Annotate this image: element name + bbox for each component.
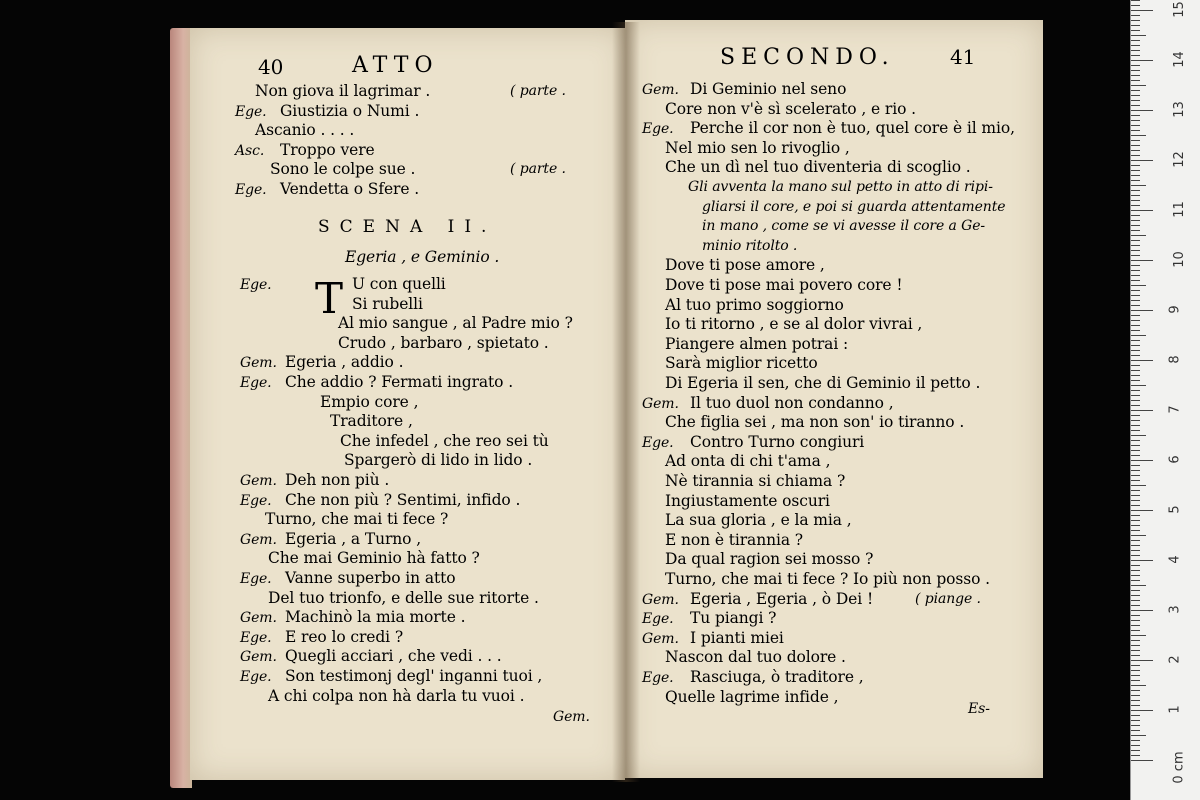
speaker-label: Ege. [240,277,272,293]
verse-line: Non giova il lagrimar . [255,82,431,100]
book-page-edges [170,28,192,788]
stage-direction: gliarsi il core, e poi si guarda attentamente [702,198,1006,215]
ruler-tick [1131,35,1146,36]
ruler-tick [1131,205,1140,206]
ruler-number: 5 [1167,505,1183,514]
ruler-tick [1131,160,1153,161]
ruler-tick [1131,250,1140,251]
verse-line: Ad onta di chi t'ama , [665,452,831,471]
ruler-tick [1131,220,1140,221]
verse-line: Che mai Geminio hà fatto ? [268,549,480,568]
verse-line: Son testimonj degl' inganni tuoi , [285,667,543,685]
ruler-number: 14 [1171,51,1187,68]
ruler-tick [1131,195,1140,196]
ruler-tick [1131,20,1140,21]
ruler-tick [1131,290,1140,291]
speaker-label: Gem. [642,395,679,412]
speaker-label: Gem. [240,355,277,372]
ruler-tick [1131,655,1140,656]
ruler-tick [1131,395,1140,396]
ruler-tick [1131,345,1140,346]
verse-line: Che figlia sei , ma non son' io tiranno . [665,413,965,432]
ruler-tick [1131,170,1140,171]
ruler-number: 1 [1167,705,1183,714]
verse-line: Del tuo trionfo, e delle sue ritorte . [268,588,539,607]
speaker-label: Ege. [240,629,272,646]
verse-line: Egeria , Egeria , ò Dei ! [690,589,874,608]
ruler-tick [1131,645,1140,646]
ruler-tick [1131,550,1140,551]
verse-line: Ingiustamente oscuri [665,491,830,510]
speaker-label: Gem. [642,82,679,98]
ruler-tick [1131,450,1140,451]
verse-line: Dove ti pose amore , [665,256,825,275]
stage-direction: minio ritolto . [702,237,798,254]
verse-line: E reo lo credi ? [285,627,404,646]
ruler-tick [1131,675,1140,676]
ruler-tick [1131,735,1146,736]
ruler-tick [1131,110,1153,111]
ruler-tick [1131,710,1153,711]
speaker-label: Ege. [642,121,674,138]
speaker-label: Gem. [240,473,277,489]
ruler-tick [1131,650,1140,651]
ruler-tick [1131,445,1140,446]
verse-line: Si rubelli [352,294,423,313]
verse-line: Giustizia o Numi . [280,101,420,120]
verse-line: Troppo vere [280,140,375,159]
speaker-label: Ege. [240,571,272,587]
verse-line: Di Egeria il sen, che di Geminio il petto . [665,374,981,392]
ruler-tick [1131,630,1140,631]
verse-line: Egeria , addio . [285,353,404,372]
ruler-tick [1131,175,1140,176]
ruler-tick [1131,755,1140,756]
ruler-tick [1131,70,1140,71]
stage-aside: ( piange . [915,590,981,607]
verse-line: Tu piangi ? [690,609,777,628]
ruler-tick [1131,700,1140,701]
ruler-tick [1131,5,1140,6]
ruler-tick [1131,305,1140,306]
ruler-tick [1131,255,1140,256]
verse-line: Nè tirannia si chiama ? [665,472,846,490]
ruler-tick [1131,375,1140,376]
ruler-tick [1131,355,1140,356]
ruler-tick [1131,695,1140,696]
ruler-tick [1131,65,1140,66]
ruler-tick [1131,210,1153,211]
speaker-label: Gem. [642,591,679,608]
ruler-tick [1131,425,1140,426]
verse-line: La sua gloria , e la mia , [665,511,852,530]
speaker-label: Gem. [240,649,277,666]
ruler-tick [1131,155,1140,156]
ruler-tick [1131,200,1140,201]
verse-line: A chi colpa non hà darla tu vuoi . [268,686,525,705]
ruler-number: 10 [1171,251,1187,268]
ruler-tick [1131,325,1140,326]
ruler-tick [1131,55,1140,56]
verse-line: Sarà miglior ricetto [665,354,818,373]
speaker-label: Ege. [240,492,272,509]
ruler-tick [1131,620,1140,621]
stage-direction: in mano , come se vi avesse il core a Ge- [702,218,986,235]
ruler-number: 7 [1167,405,1183,414]
verse-line: Traditore , [330,412,413,431]
scene-title: SCENA II. [318,217,497,237]
verse-line: Al tuo primo soggiorno [665,295,844,314]
ruler-tick [1131,300,1140,301]
speaker-label: Asc. [235,142,265,159]
ruler-tick [1131,50,1140,51]
verse-line: Turno, che mai ti fece ? Io più non posso . [665,570,990,588]
ruler-tick [1131,705,1140,706]
ruler-tick [1131,265,1140,266]
verse-line: U con quelli [352,275,446,293]
ruler-tick [1131,165,1140,166]
right-page-number: 41 [950,45,976,69]
ruler-tick [1131,485,1146,486]
ruler-tick [1131,720,1140,721]
speaker-label: Ege. [240,375,272,391]
ruler-tick [1131,640,1140,641]
verse-line: Che addio ? Fermati ingrato . [285,373,514,391]
ruler-tick [1131,30,1140,31]
book-gutter [612,22,640,782]
ruler-tick [1131,310,1153,311]
speaker-label: Gem. [240,610,277,627]
verse-line: Dove ti pose mai povero core ! [665,276,903,294]
ruler-tick [1131,145,1140,146]
ruler-tick [1131,440,1140,441]
ruler-tick [1131,95,1140,96]
ruler-tick [1131,280,1140,281]
ruler-tick [1131,525,1140,526]
ruler-tick [1131,490,1140,491]
ruler-tick [1131,545,1140,546]
speaker-label: Ege. [240,669,272,685]
left-page-header: ATTO [352,53,439,78]
ruler-tick [1131,670,1140,671]
ruler-tick [1131,515,1140,516]
ruler-tick [1131,245,1140,246]
ruler-number: 3 [1167,605,1183,614]
ruler-tick [1131,80,1140,81]
verse-line: Nel mio sen lo rivoglio , [665,138,850,157]
ruler-tick [1131,275,1140,276]
ruler-tick [1131,360,1153,361]
speaker-label: Ege. [235,103,267,120]
ruler-tick [1131,435,1146,436]
ruler-tick [1131,125,1140,126]
ruler-tick [1131,415,1140,416]
verse-line: Al mio sangue , al Padre mio ? [338,314,573,333]
ruler-tick [1131,190,1140,191]
ruler-tick [1131,0,1140,1]
ruler-tick [1131,715,1140,716]
ruler-tick [1131,565,1140,566]
ruler-tick [1131,560,1153,561]
ruler-tick [1131,635,1146,636]
verse-line: Che infedel , che reo sei tù [340,431,549,450]
speaker-label: Ege. [642,434,674,451]
verse-line: Contro Turno congiuri [690,432,865,451]
verse-line: Core non v'è sì scelerato , e rio . [665,99,916,118]
verse-line: Quelle lagrime infide , [665,687,839,706]
ruler-tick [1131,410,1153,411]
verse-line: Nascon dal tuo dolore . [665,648,846,667]
ruler-tick [1131,500,1140,501]
ruler-tick [1131,685,1146,686]
ruler-tick [1131,60,1153,61]
ruler-tick [1131,100,1140,101]
verse-line: Che non più ? Sentimi, infido . [285,490,521,509]
ruler-tick [1131,590,1140,591]
ruler-tick [1131,740,1140,741]
ruler-tick [1131,270,1140,271]
scene-characters: Egeria , e Geminio . [345,248,500,266]
ruler-tick [1131,610,1153,611]
ruler-number: 9 [1167,305,1183,314]
ruler-number: 13 [1171,101,1187,118]
verse-line: Che un dì nel tuo diventeria di scoglio . [665,158,971,177]
stage-direction: Gli avventa la mano sul petto in atto di ripi- [688,179,993,195]
ruler-number: 12 [1171,151,1187,168]
ruler-tick [1131,405,1140,406]
drop-cap: T [315,274,344,323]
ruler-tick [1131,370,1140,371]
ruler-tick [1131,285,1146,286]
left-catchword: Gem. [553,709,590,725]
right-catchword: Es- [968,701,990,717]
ruler-tick [1131,380,1140,381]
ruler-tick [1131,40,1140,41]
ruler-tick [1131,480,1140,481]
ruler-tick [1131,465,1140,466]
ruler-tick [1131,320,1140,321]
ruler-tick [1131,15,1140,16]
ruler-number: 4 [1167,555,1183,564]
verse-line: Perche il cor non è tuo, quel core è il mio, [690,119,1015,138]
ruler-tick [1131,510,1153,511]
verse-line: Io ti ritorno , e se al dolor vivrai , [665,315,923,334]
ruler-number: 2 [1167,655,1183,664]
speaker-label: Gem. [240,531,277,548]
speaker-label: Ege. [235,181,267,198]
ruler-number: 6 [1167,455,1183,464]
ruler-tick [1131,530,1140,531]
verse-line: Deh non più . [285,471,390,489]
right-page-header: SECONDO. [720,45,895,70]
ruler-tick [1131,520,1140,521]
ruler-tick [1131,430,1140,431]
verse-line: Egeria , a Turno , [285,529,422,548]
ruler-tick [1131,75,1140,76]
ruler-tick [1131,225,1140,226]
ruler-tick [1131,470,1140,471]
ruler-tick [1131,295,1140,296]
ruler-tick [1131,535,1146,536]
stage-aside: ( parte . [510,83,566,99]
ruler-tick [1131,335,1146,336]
ruler-tick [1131,330,1140,331]
verse-line: Il tuo duol non condanno , [690,393,894,412]
verse-line: Di Geminio nel seno [690,80,847,98]
stage-aside: ( parte . [510,161,566,177]
ruler-tick [1131,140,1140,141]
ruler-tick [1131,240,1140,241]
verse-line: Crudo , barbaro , spietato . [338,333,549,352]
ruler-tick [1131,365,1140,366]
verse-line: Piangere almen potrai : [665,334,849,353]
verse-line: I pianti miei [690,628,784,647]
ruler-tick [1131,105,1140,106]
speaker-label: Ege. [642,670,674,686]
speaker-label: Ege. [642,611,674,628]
ruler-tick [1131,540,1140,541]
ruler-tick [1131,575,1140,576]
ruler-tick [1131,230,1140,231]
ruler-tick [1131,750,1140,751]
ruler-tick [1131,615,1140,616]
speaker-label: Gem. [642,630,679,647]
ruler-tick [1131,315,1140,316]
ruler-tick [1131,760,1153,761]
ruler-tick [1131,585,1146,586]
ruler-tick [1131,745,1140,746]
ruler-tick [1131,185,1146,186]
ruler-tick [1131,85,1146,86]
ruler-tick [1131,385,1146,386]
verse-line: Sono le colpe sue . [270,160,416,178]
ruler-tick [1131,135,1146,136]
ruler-tick [1131,10,1153,11]
ruler-tick [1131,660,1153,661]
verse-line: Ascanio . . . . [255,121,355,139]
ruler-tick [1131,570,1140,571]
ruler-number: 15 [1171,1,1187,18]
verse-line: Quegli acciari , che vedi . . . [285,647,502,666]
ruler-tick [1131,495,1140,496]
ruler-tick [1131,420,1140,421]
ruler-number: 11 [1171,201,1187,218]
ruler-tick [1131,680,1140,681]
ruler-tick [1131,150,1140,151]
ruler-tick [1131,115,1140,116]
verse-line: Vanne superbo in atto [285,569,456,587]
ruler-tick [1131,605,1140,606]
verse-line: E non è tirannia ? [665,530,804,549]
ruler-tick [1131,455,1140,456]
verse-line: Empio core , [320,392,419,411]
ruler-tick [1131,580,1140,581]
ruler-tick [1131,505,1140,506]
ruler-tick [1131,340,1140,341]
ruler-tick [1131,120,1140,121]
verse-line: Spargerò di lido in lido . [344,451,533,470]
ruler-tick [1131,390,1140,391]
verse-line: Vendetta o Sfere . [280,179,420,198]
ruler-unit-label: 0 cm [1171,751,1187,784]
ruler-tick [1131,665,1140,666]
ruler-tick [1131,475,1140,476]
ruler-tick [1131,460,1153,461]
ruler-tick [1131,350,1140,351]
ruler-tick [1131,400,1140,401]
ruler-tick [1131,180,1140,181]
left-page-number: 40 [258,55,284,79]
measuring-ruler [1130,0,1200,800]
verse-line: Rasciuga, ò traditore , [690,668,864,686]
ruler-number: 8 [1167,355,1183,364]
ruler-tick [1131,625,1140,626]
ruler-tick [1131,25,1140,26]
ruler-tick [1131,215,1140,216]
ruler-tick [1131,235,1146,236]
ruler-tick [1131,725,1140,726]
ruler-tick [1131,690,1140,691]
ruler-tick [1131,730,1140,731]
ruler-tick [1131,600,1140,601]
verse-line: Turno, che mai ti fece ? [265,510,449,529]
ruler-tick [1131,130,1140,131]
ruler-tick [1131,260,1153,261]
verse-line: Machinò la mia morte . [285,608,466,627]
ruler-tick [1131,90,1140,91]
ruler-tick [1131,45,1140,46]
verse-line: Da qual ragion sei mosso ? [665,550,874,569]
ruler-tick [1131,595,1140,596]
ruler-tick [1131,555,1140,556]
